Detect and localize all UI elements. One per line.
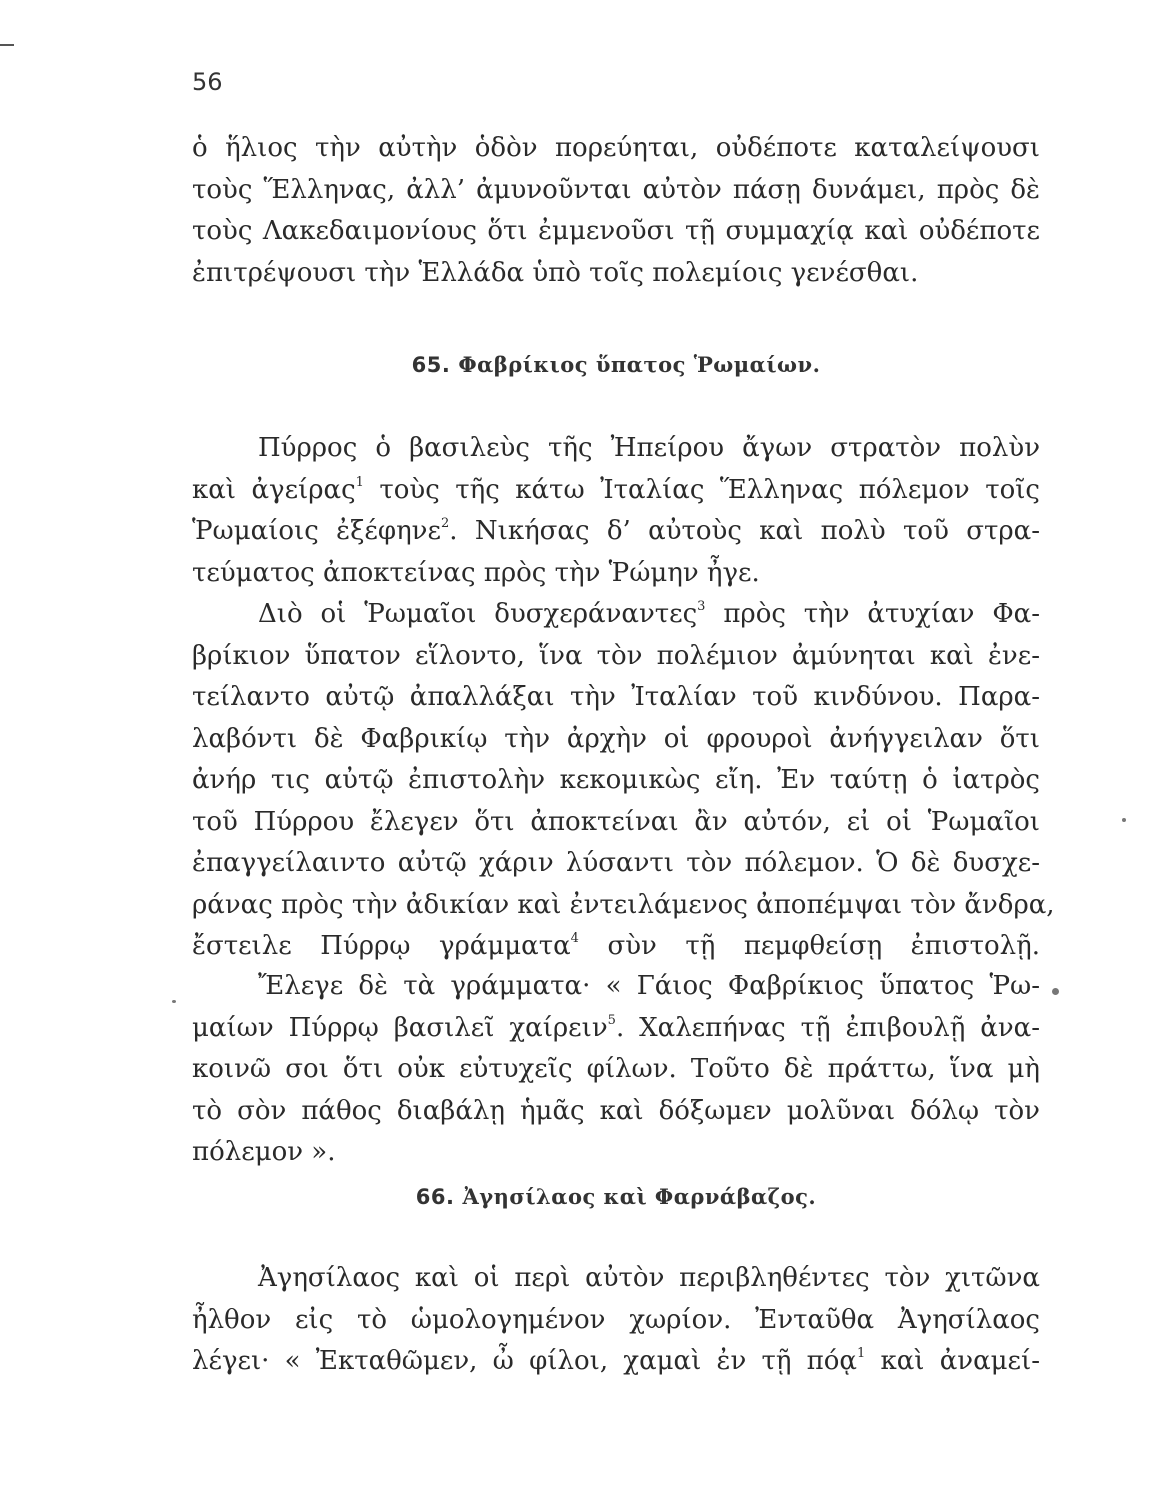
section-65-paragraph-3 (192, 966, 1040, 1174)
text-fragment: . Χαλεπήνας τῇ ἐπιβουλῇ ἀνα- (615, 1012, 1040, 1043)
text-fragment: καὶ ἀγείρας (192, 474, 356, 505)
text-fragment: Ῥωμαίοις ἐξέφηνε (192, 516, 441, 546)
scan-speck (172, 1000, 176, 1003)
text-line: λαβόντι δὲ Φαβρικίῳ τὴν ἀρχὴν οἱ φρουροὶ ἀνήγγειλαν ὅτι (192, 723, 1040, 754)
text-line (192, 1341, 1040, 1383)
page-number: 56 (192, 68, 223, 96)
text-line: τοὺς Λακεδαιμονίους ὅτι ἐμμενοῦσι τῇ συμμαχίᾳ καὶ οὐδέποτε (192, 216, 1040, 246)
section-title: Ἀγησίλαος καὶ Φαρνάβαζος. (462, 1184, 817, 1209)
text-line: Ἀγησίλαος καὶ οἱ περὶ αὐτὸν περιβληθέντες τὸν χιτῶνα (258, 1263, 1040, 1293)
text-fragment: . Νικήσας δ’ αὐτοὺς καὶ πολὺ τοῦ στρα- (449, 516, 1040, 546)
text-line: πόλεμον ». (192, 1137, 336, 1167)
section-66-heading (192, 1184, 1040, 1209)
continuation-paragraph (192, 128, 1040, 294)
footnote-mark: 5 (607, 1012, 616, 1028)
text-line: ἐπαγγείλαιντο αὐτῷ χάριν λύσαντι τὸν πόλεμον. Ὁ δὲ δυσχε- (192, 848, 1040, 878)
text-fragment: τοὺς τῆς κάτω Ἰταλίας Ἕλληνας πόλεμον τοῖς (379, 474, 1040, 505)
text-line: κοινῶ σοι ὅτι οὐκ εὐτυχεῖς φίλων. Τοῦτο δὲ πράττω, ἵνα μὴ (192, 1054, 1040, 1084)
text-line: τοὺς Ἕλληνας, ἀλλ’ ἀμυνοῦνται αὐτὸν πάσῃ δυνάμει, πρὸς δὲ (192, 174, 1040, 205)
scan-speck (1052, 988, 1059, 995)
text-line: ἀνήρ τις αὐτῷ ἐπιστολὴν κεκομικὼς εἴη. Ἐν ταύτῃ ὁ ἰατρὸς (192, 765, 1040, 795)
text-fragment: ἔστειλε Πύρρῳ γράμματα (192, 931, 571, 961)
text-line: ἐπιτρέψουσι τὴν Ἑλλάδα ὑπὸ τοῖς πολεμίοις γενέσθαι. (192, 257, 919, 288)
text-line: τοῦ Πύρρου ἔλεγεν ὅτι ἀποκτείναι ἂν αὐτόν, εἰ οἱ Ῥωμαῖοι (192, 806, 1040, 837)
text-line (192, 511, 1040, 553)
footnote-mark: 4 (570, 931, 579, 946)
text-line: τὸ σὸν πάθος διαβάλῃ ἡμᾶς καὶ δόξωμεν μολῦναι δόλῳ τὸν (192, 1095, 1040, 1126)
text-fragment: Διὸ οἱ Ῥωμαῖοι δυσχεράναντες (258, 599, 698, 629)
section-title: Φαβρίκιος ὕπατος Ῥωμαίων. (458, 352, 821, 377)
text-fragment: πρὸς τὴν ἀτυχίαν Φα- (723, 599, 1040, 629)
text-fragment: μαίων Πύρρῳ βασιλεῖ χαίρειν (192, 1012, 608, 1043)
section-number: 65. (411, 353, 451, 377)
text-line: τείλαντο αὐτῷ ἀπαλλάξαι τὴν Ἰταλίαν τοῦ κινδύνου. Παρα- (192, 682, 1040, 712)
text-line: ράνας πρὸς τὴν ἀδικίαν καὶ ἐντειλάμενος ἀποπέμψαι τὸν ἄνδρα, (192, 889, 1055, 920)
text-line: ὁ ἥλιος τὴν αὐτὴν ὁδὸν πορεύηται, οὐδέποτε καταλείψουσι (192, 133, 1040, 163)
section-65-paragraph-1 (192, 428, 1040, 594)
footnote-mark: 1 (856, 1346, 866, 1361)
text-line: Ἔλεγε δὲ τὰ γράμματα· « Γάιος Φαβρίκιος ὕπατος Ῥω- (258, 971, 1040, 1001)
text-line (192, 926, 1040, 968)
text-line: βρίκιον ὕπατον εἵλοντο, ἵνα τὸν πολέμιον ἀμύνηται καὶ ἐνε- (192, 640, 1040, 671)
text-line: ἦλθον εἰς τὸ ὡμολογημένον χωρίον. Ἐνταῦθα Ἀγησίλαος (192, 1304, 1040, 1335)
text-line (192, 594, 1040, 636)
section-65-paragraph-2 (192, 594, 1055, 968)
text-line: τεύματος ἀποκτείνας πρὸς τὴν Ῥώμην ἦγε. (192, 557, 760, 588)
footnote-mark: 2 (440, 516, 450, 531)
footnote-mark: 3 (697, 599, 706, 614)
footnote-mark: 1 (355, 474, 364, 490)
section-66-paragraph-1 (192, 1258, 1040, 1383)
text-line: Πύρρος ὁ βασιλεὺς τῆς Ἠπείρου ἄγων στρατὸν πολὺν (258, 433, 1040, 463)
scan-edge-mark (0, 44, 14, 46)
text-fragment: καὶ ἀναμεί- (880, 1346, 1040, 1376)
scan-speck (1122, 818, 1126, 822)
text-line (192, 470, 1040, 512)
text-line (192, 1008, 1040, 1050)
section-number: 66. (415, 1185, 455, 1209)
text-fragment: λέγει· « Ἐκταθῶμεν, ὦ φίλοι, χαμαὶ ἐν τῇ πόᾳ (192, 1346, 857, 1376)
section-65-heading (192, 352, 1040, 377)
text-fragment: σὺν τῇ πεμφθείσῃ ἐπιστολῇ. (607, 931, 1041, 961)
